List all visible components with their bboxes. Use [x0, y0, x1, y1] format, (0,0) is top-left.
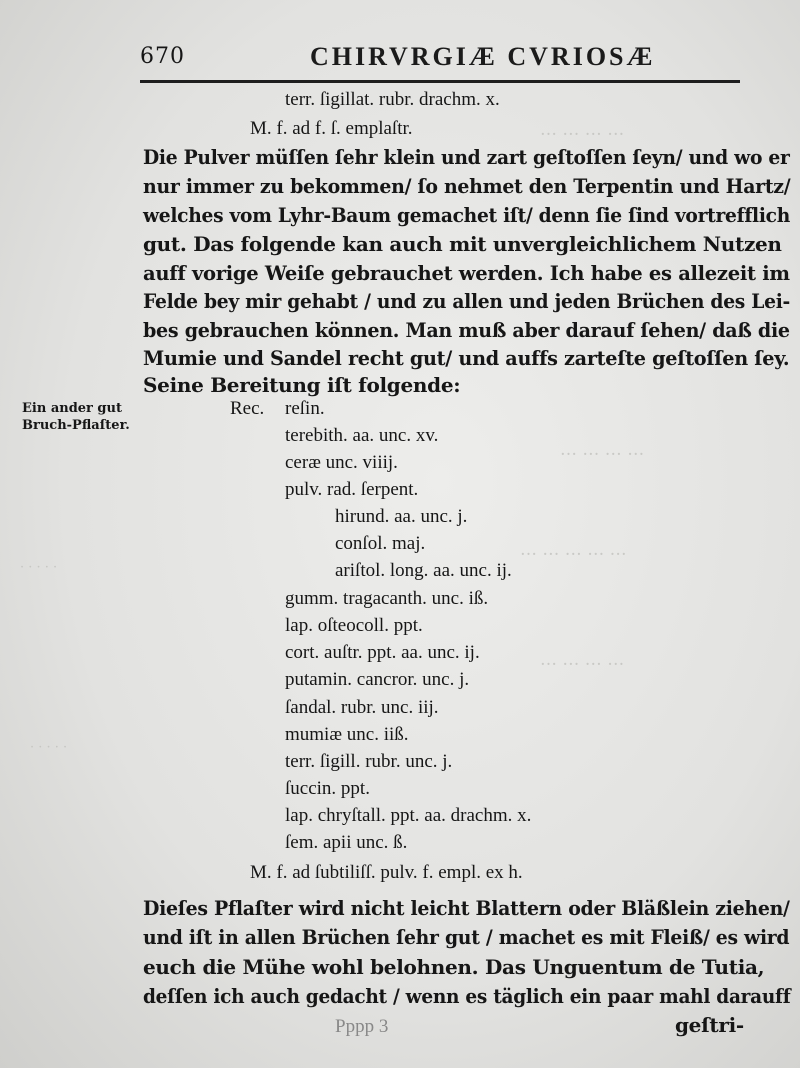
- paragraph-line: welches vom Lyhr-Baum gemachet iſt/ denn ſie ſind vortrefflich: [143, 203, 791, 227]
- paragraph-line: und iſt in allen Brüchen ſehr gut / machet es mit Fleiß/ es wird: [143, 925, 790, 949]
- header-rule: [140, 80, 740, 83]
- recipe-item: ſem. apii unc. ß.: [285, 832, 408, 853]
- paragraph-line: Dieſes Pflaſter wird nicht leicht Blattern oder Bläßlein ziehen/: [143, 896, 790, 920]
- paragraph-line: deſſen ich auch gedacht / wenn es täglich ein paar mahl darauff: [143, 984, 791, 1008]
- recipe-item: terebith. aa. unc. xv.: [285, 425, 439, 446]
- recipe-item: terr. ſigill. rubr. unc. j.: [285, 751, 453, 772]
- recipe-line: terr. ſigillat. rubr. drachm. x.: [285, 89, 500, 110]
- recipe-closing: M. f. ad ſubtiliſſ. pulv. f. empl. ex h.: [250, 862, 523, 883]
- paragraph-line: bes gebrauchen können. Man muß aber darauf ſehen/ daß die: [143, 318, 790, 342]
- recipe-item: gumm. tragacanth. unc. iß.: [285, 588, 489, 609]
- bleed-through-text: … … … …: [540, 650, 625, 670]
- bleed-through-margin: · · · · ·: [30, 740, 68, 755]
- recipe-item: lap. oſteocoll. ppt.: [285, 615, 423, 636]
- margin-note-line: Ein ander gut: [22, 401, 122, 416]
- paragraph-line: auff vorige Weiſe gebrauchet werden. Ich habe es allezeit im: [143, 261, 790, 285]
- paragraph-line: Seine Bereitung iſt folgende:: [143, 373, 461, 397]
- signature-mark: Pppp 3: [335, 1016, 389, 1037]
- margin-note: [22, 400, 130, 434]
- recipe-item: ceræ unc. viiij.: [285, 452, 398, 473]
- running-title: CHIRVRGIÆ CVRIOSÆ: [310, 42, 656, 71]
- margin-note-line: Bruch-Pflaſter.: [22, 418, 130, 433]
- recipe-item: ſuccin. ppt.: [285, 778, 370, 799]
- recipe-item: ſandal. rubr. unc. iij.: [285, 697, 439, 718]
- paragraph-line: euch die Mühe wohl belohnen. Das Unguentum de Tutia,: [143, 955, 765, 979]
- bleed-through-margin: · · · · ·: [20, 560, 58, 575]
- page-number: 670: [140, 44, 185, 69]
- recipe-item: lap. chryſtall. ppt. aa. drachm. x.: [285, 805, 532, 826]
- paragraph-line: Mumie und Sandel recht gut/ und auffs zarteſte geſtoſſen ſey.: [143, 346, 790, 370]
- recipe-item: conſol. maj.: [335, 533, 426, 554]
- bleed-through-text: … … … …: [540, 120, 625, 140]
- page-header: [140, 42, 740, 76]
- bleed-through-text: … … … …: [560, 440, 645, 460]
- paragraph-line: gut. Das folgende kan auch mit unvergleichlichem Nutzen: [143, 232, 782, 256]
- recipe-item: mumiæ unc. iiß.: [285, 724, 409, 745]
- recipe-item: pulv. rad. ſerpent.: [285, 479, 419, 500]
- recipe-line: M. f. ad f. ſ. emplaſtr.: [250, 118, 413, 139]
- paragraph-line: Die Pulver müſſen ſehr klein und zart geſtoſſen ſeyn/ und wo er: [143, 145, 790, 169]
- bleed-through-text: … … … … …: [520, 540, 627, 560]
- recipe-item: putamin. cancror. unc. j.: [285, 669, 470, 690]
- recipe-label: Rec.: [230, 398, 265, 419]
- recipe-item: cort. auſtr. ppt. aa. unc. ij.: [285, 642, 480, 663]
- recipe-item: hirund. aa. unc. j.: [335, 506, 468, 527]
- recipe-item: reſin.: [285, 398, 325, 419]
- paragraph-line: Felde bey mir gehabt / und zu allen und jeden Brüchen des Lei-: [143, 289, 791, 313]
- paragraph-line: nur immer zu bekommen/ ſo nehmet den Terpentin und Hartz/: [143, 174, 791, 198]
- catchword: geſtri-: [675, 1013, 744, 1037]
- recipe-item: ariſtol. long. aa. unc. ij.: [335, 560, 512, 581]
